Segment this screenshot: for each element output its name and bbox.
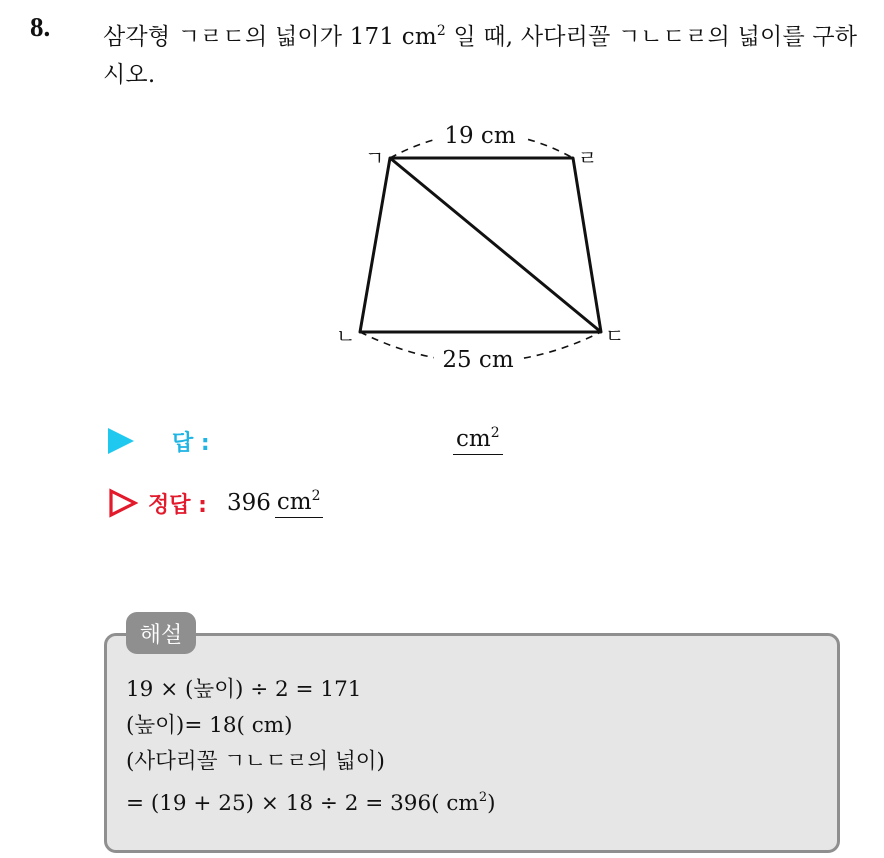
top-length-label: 19 cm xyxy=(444,123,516,149)
vertex-label-top-left: ㄱ xyxy=(365,146,385,170)
area-unit: $cm^2$ xyxy=(401,23,446,50)
area-unit-superscript: 2 xyxy=(436,23,446,39)
answer-label: 답 : xyxy=(172,430,210,456)
solution-tag: 해설 xyxy=(126,612,196,654)
diagonal-line xyxy=(390,158,601,332)
question-number: 8. xyxy=(30,12,51,42)
correct-answer-value: 396 xyxy=(226,490,271,516)
correct-answer-label: 정답 : xyxy=(148,492,207,518)
answer-row xyxy=(108,421,210,461)
vertex-label-bottom-right: ㄷ xyxy=(605,324,625,348)
solution-line-4: = (19 + 25) × 18 ÷ 2 = 396( $cm^2$) xyxy=(126,790,496,816)
answer-unit-superscript: 2 xyxy=(490,425,500,441)
trapezoid-outline xyxy=(360,158,601,332)
solution-line-4-superscript: 2 xyxy=(478,790,488,805)
correct-answer-row xyxy=(108,481,323,525)
question-text-part2: 일 때, 사다리꼴 ㄱㄴㄷㄹ의 넓이를 구하시오. xyxy=(103,24,858,88)
vertex-label-top-right: ㄹ xyxy=(578,146,598,170)
bottom-length-label: 25 cm xyxy=(442,347,514,373)
solution-lines xyxy=(126,672,495,822)
answer-blank-unit[interactable]: $cm^2$ xyxy=(453,425,503,455)
solution-line-2: (높이)= 18( cm) xyxy=(126,713,293,738)
answer-marker-icon xyxy=(108,428,134,454)
solution-line-1: 19 × (높이) ÷ 2 = 171 xyxy=(126,677,362,702)
solution-line-3: (사다리꼴 ㄱㄴㄷㄹ의 넓이) xyxy=(126,749,385,774)
correct-answer-unit: $cm^2$ xyxy=(275,488,323,518)
question-text-part1: 삼각형 ㄱㄹㄷ의 넓이가 171 xyxy=(103,24,395,50)
correct-answer-unit-superscript: 2 xyxy=(311,488,321,504)
trapezoid-shape xyxy=(360,158,601,332)
correct-answer-marker-icon xyxy=(108,488,138,518)
trapezoid-figure xyxy=(0,0,884,420)
vertex-label-bottom-left: ㄴ xyxy=(336,324,356,348)
